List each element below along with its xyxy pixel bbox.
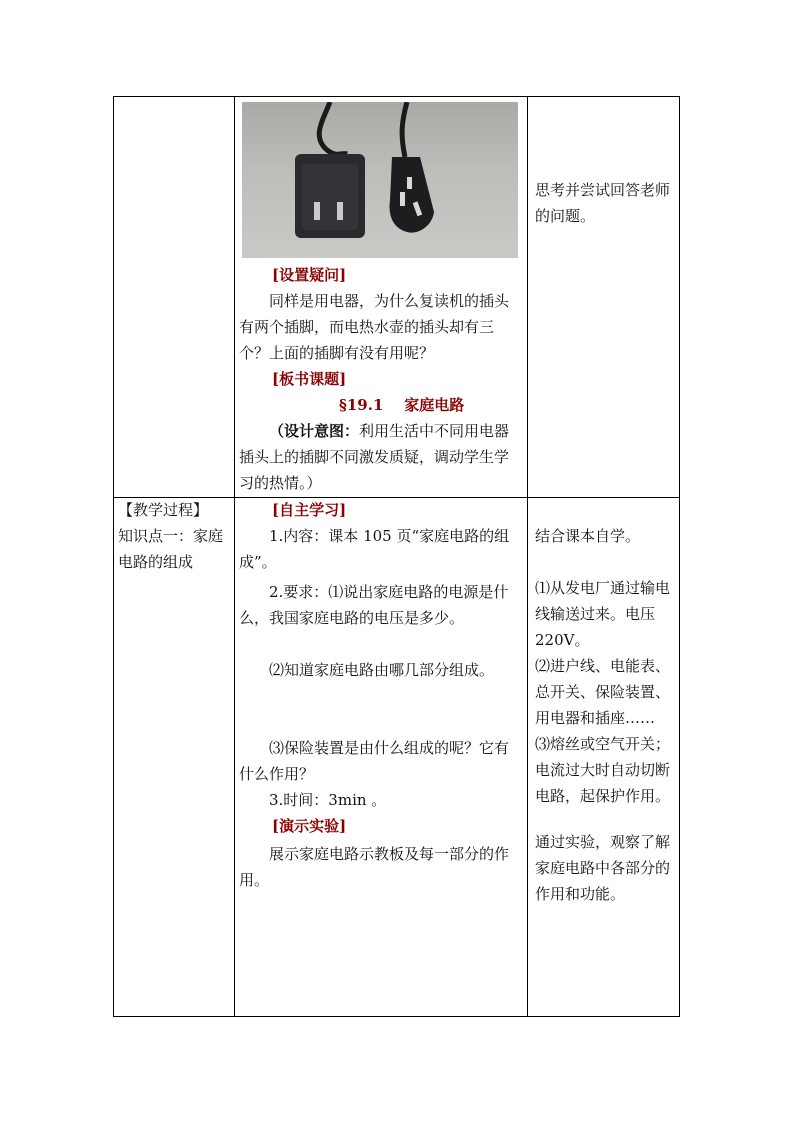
answer-1: ⑴从发电厂通过输电线输送过来。电压 220V。 [535, 579, 671, 649]
self-study-column [239, 497, 523, 893]
column-divider-1 [234, 97, 235, 1016]
plug-photo [242, 102, 518, 258]
plug-illustration [242, 102, 518, 258]
three-pin-plug [390, 157, 434, 233]
column-divider-2 [527, 97, 528, 1016]
design-intent: （设计意图：利用生活中不同用电器插头上的插脚不同激发质疑，调动学生学习的热情。） [239, 422, 510, 492]
student-activity-column [535, 523, 681, 907]
requirement-3: ⑶保险装置是由什么组成的呢？它有什么作用？ [239, 739, 510, 783]
student-response: 思考并尝试回答老师的问题。 [535, 181, 671, 225]
process-heading: 【教学过程】 [118, 501, 209, 519]
requirement-2: ⑵知道家庭电路由哪几部分组成。 [269, 661, 495, 679]
answer-2: ⑵进户线、电能表、总开关、保险装置、用电器和插座…… [535, 657, 671, 727]
answer-3: ⑶熔丝或空气开关；电流过大时自动切断电路，起保护作用。 [535, 735, 671, 805]
demo-text: 展示家庭电路示教板及每一部分的作用。 [239, 845, 510, 889]
experiment-response: 通过实验，观察了解家庭电路中各部分的作用和功能。 [535, 833, 671, 903]
content-line: 1.内容：课本 105 页“家庭电路的组成”。 [239, 527, 510, 571]
process-column [118, 497, 232, 575]
self-study-heading: [自主学习] [272, 501, 347, 519]
top-middle-text [239, 262, 523, 496]
demo-heading: [演示实验] [272, 817, 347, 835]
time-line: 3.时间：3min 。 [269, 791, 387, 809]
board-heading: [板书课题] [272, 370, 347, 388]
topic-label: 知识点一：家庭电路的组成 [118, 527, 224, 571]
lesson-table [113, 96, 680, 1017]
question-heading: [设置疑问] [272, 266, 347, 284]
self-study-response: 结合课本自学。 [535, 527, 641, 545]
requirement-line: 2.要求：⑴说出家庭电路的电源是什么，我国家庭电路的电压是多少。 [239, 583, 509, 627]
question-text: 同样是用电器，为什么复读机的插头有两个插脚，而电热水壶的插头却有三个？上面的插脚有没有用呢？ [239, 292, 510, 362]
lesson-title: §19.1 家庭电路 [339, 396, 465, 414]
